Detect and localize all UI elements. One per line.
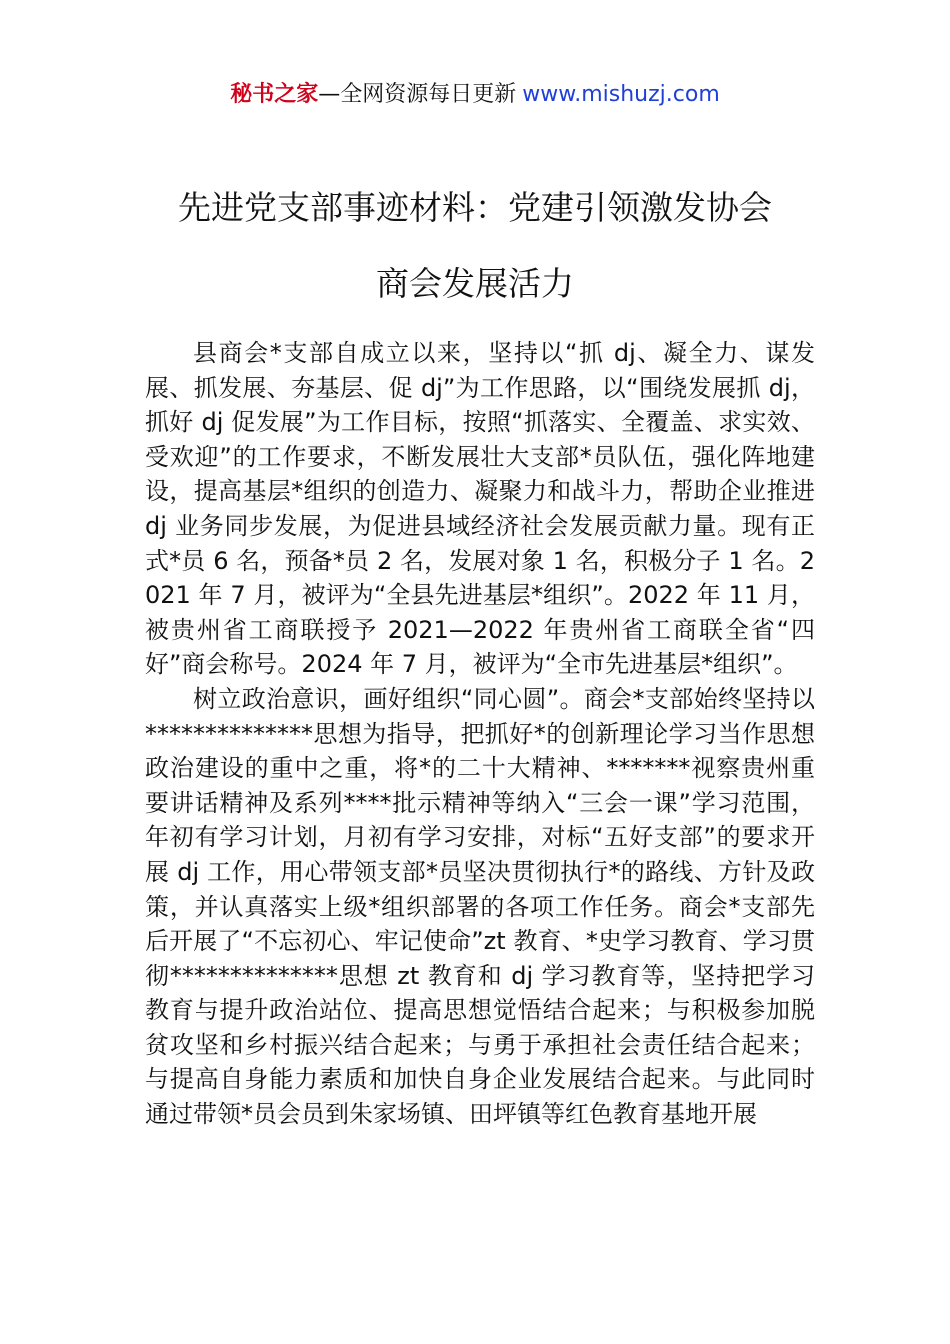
site-header <box>0 78 950 112</box>
document-body <box>145 336 815 1132</box>
site-url-link[interactable]: www.mishuzj.com <box>522 82 720 107</box>
document-title-line-2: 商会发展活力 <box>376 264 574 303</box>
body-paragraph-1: 县商会*支部自成立以来，坚持以“抓 dj、凝全力、谋发展、抓发展、夯基层、促 dj”为工作思路，以“围绕发展抓 dj，抓好 dj 促发展”为工作目标，按照“抓落实、全覆盖、求实效、受欢迎”的工作要求，不断发展壮大支部*员队伍，强化阵地建设，提高基层*组织的创造力、凝聚力和战斗力，帮助企业推进 dj 业务同步发展，为促进县域经济社会发展贡献力量。现有正式*员 6 名，预备*员 2 名，发展对象 1 名，积极分子 1 名。2021 年 7 月，被评为“全县先进基层*组织”。2022 年 11 月，被贵州省工商联授予 2021—2022 年贵州省工商联全省“四好”商会称号。2024 年 7 月，被评为“全市先进基层*组织”。 <box>145 339 815 679</box>
document-title <box>0 170 950 322</box>
header-tagline: —全网资源每日更新 <box>318 82 517 107</box>
brand-name: 秘书之家 <box>230 82 319 107</box>
body-paragraph-2: 树立政治意识，画好组织“同心圆”。商会*支部始终坚持以**************思想为指导，把抓好*的创新理论学习当作思想政治建设的重中之重，将*的二十大精神、*******视察贵州重要讲话精神及系列****批示精神等纳入“三会一课”学习范围，年初有学习计划，月初有学习安排，对标“五好支部”的要求开展 dj 工作，用心带领支部*员坚决贯彻执行*的路线、方针及政策，并认真落实上级*组织部署的各项工作任务。商会*支部先后开展了“不忘初心、牢记使命”zt 教育、*史学习教育、学习贯彻**************思想 zt 教育和 dj 学习教育等，坚持把学习教育与提升政治站位、提高思想觉悟结合起来；与积极参加脱贫攻坚和乡村振兴结合起来；与勇于承担社会责任结合起来；与提高自身能力素质和加快自身企业发展结合起来。与此同时通过带领*员会员到朱家场镇、田坪镇等红色教育基地开展 <box>145 684 815 1129</box>
document-title-line-1: 先进党支部事迹材料：党建引领激发协会 <box>178 188 772 227</box>
